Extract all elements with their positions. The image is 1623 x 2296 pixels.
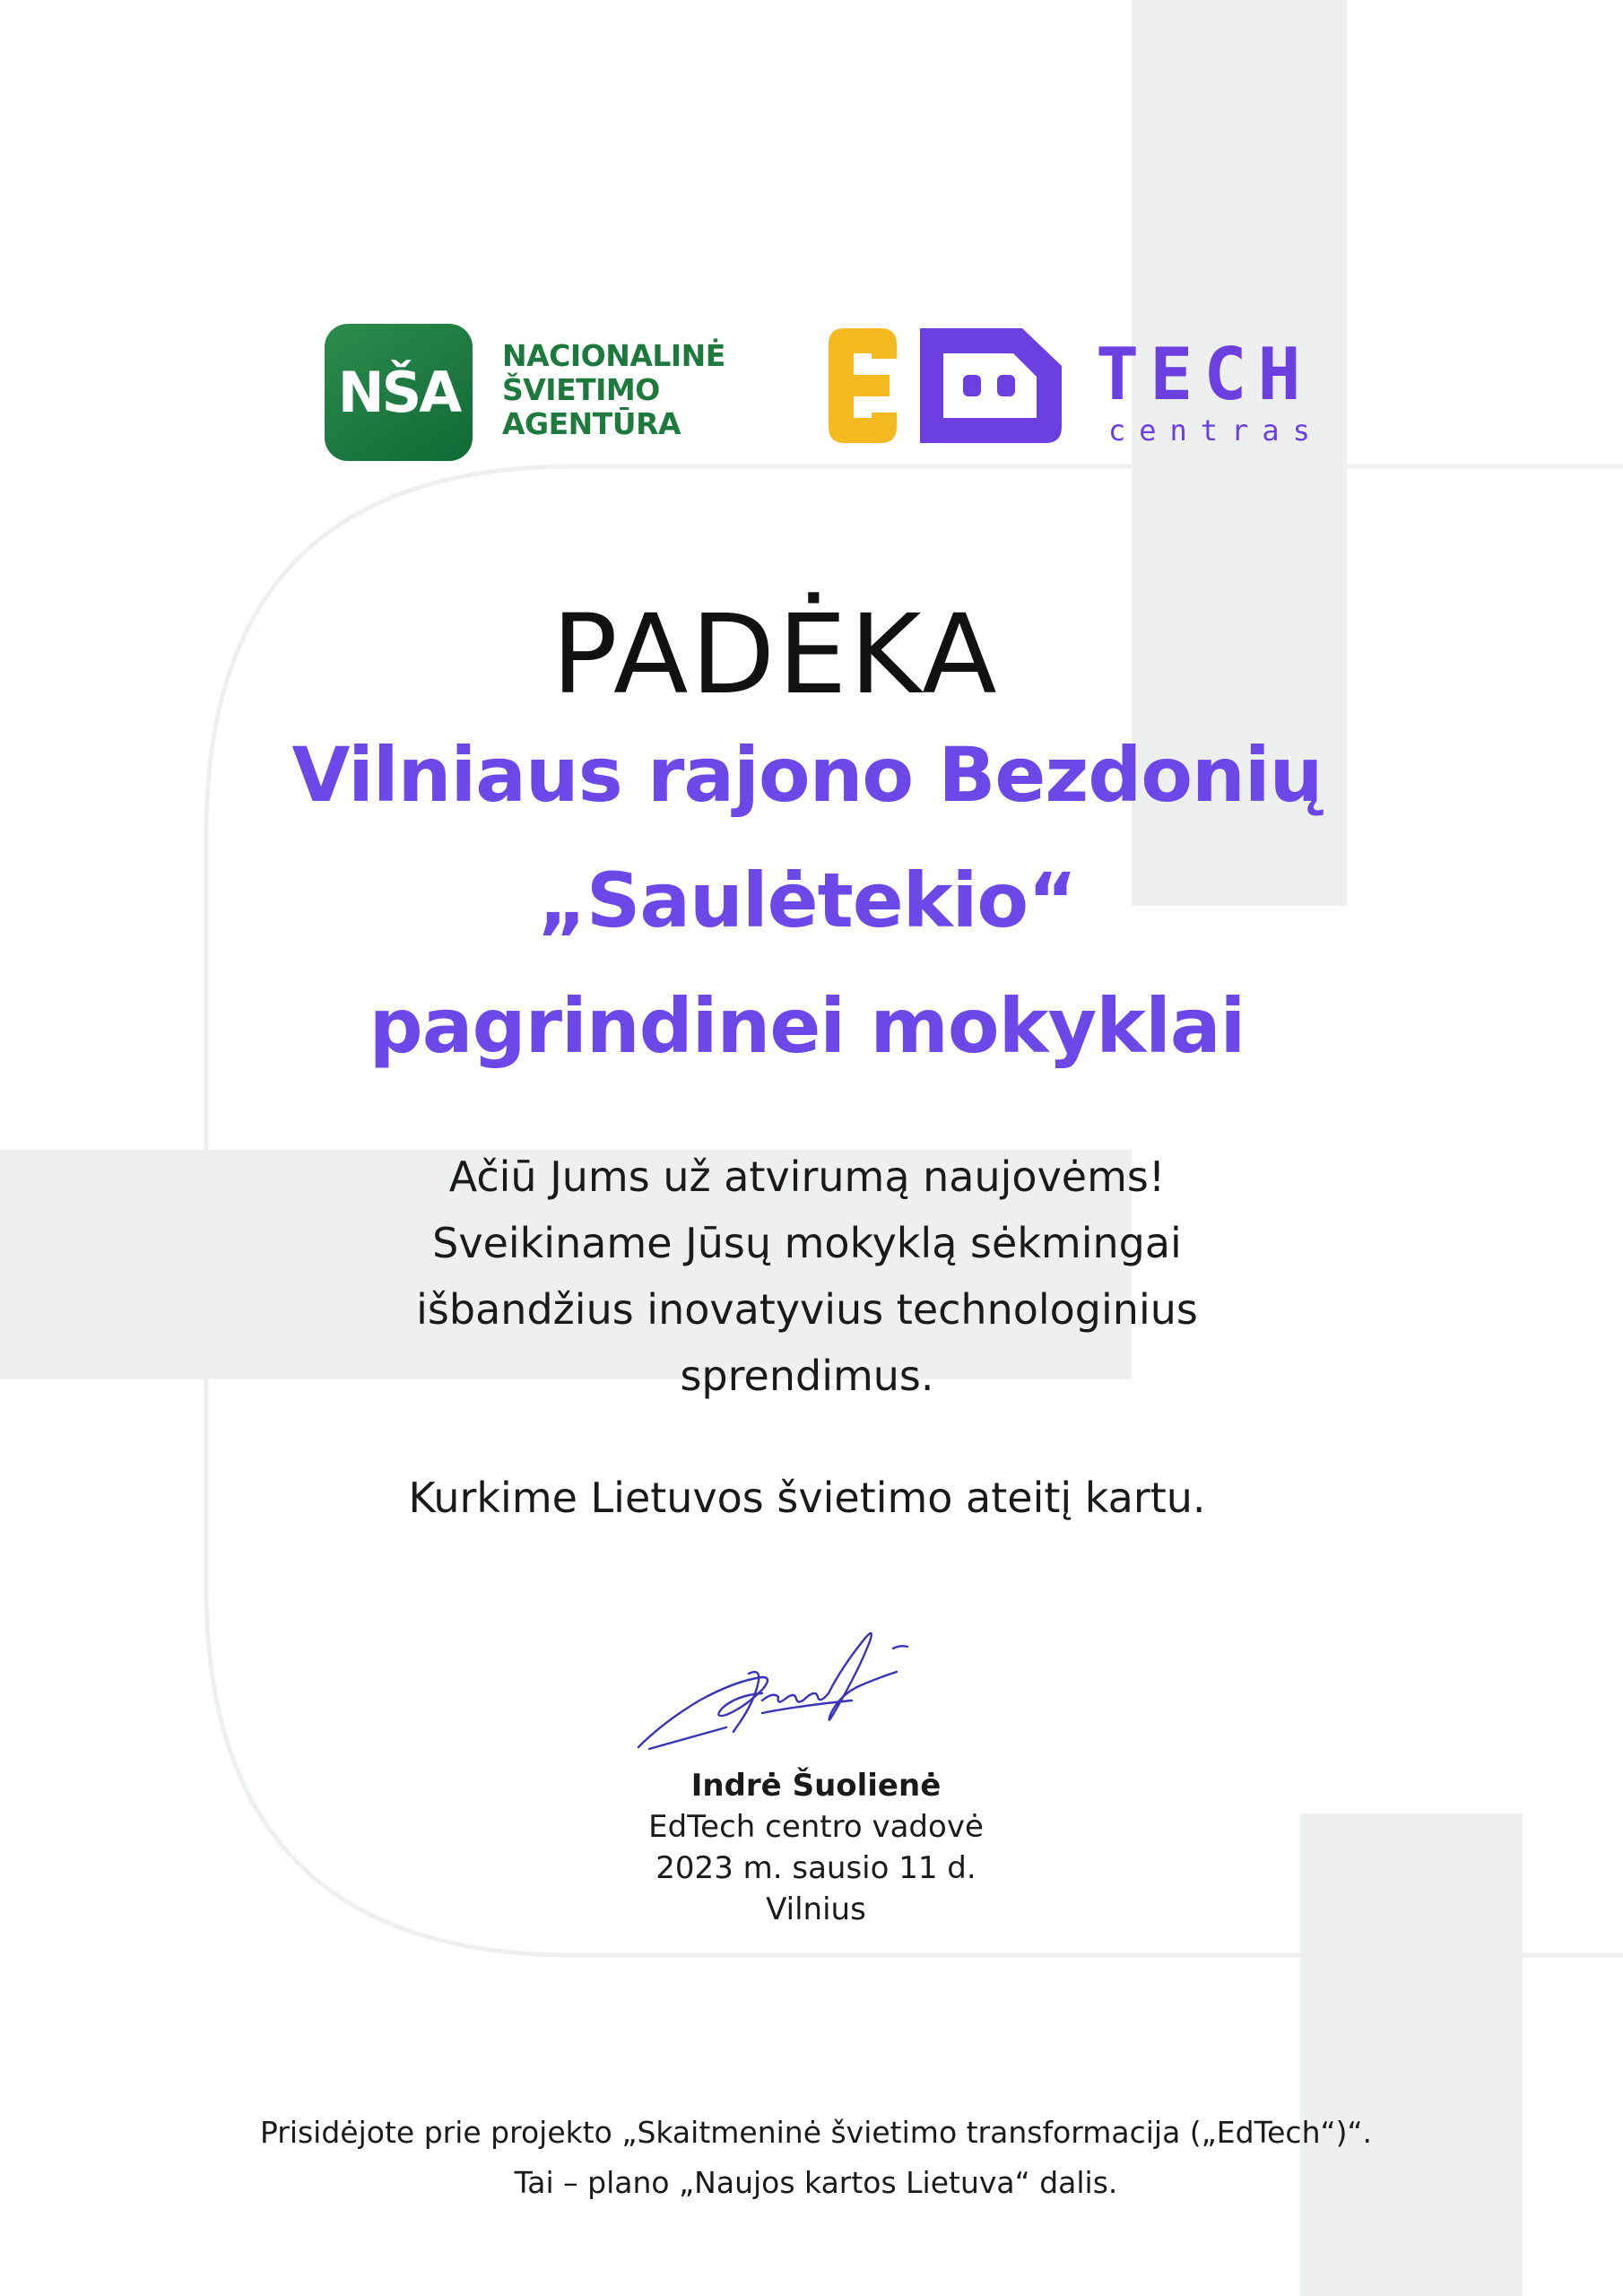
- edtech-logo-centras-text: centras: [1108, 413, 1324, 448]
- nsa-logo-line-2: ŠVIETIMO: [502, 372, 660, 407]
- thank-you-message: [269, 1144, 1345, 1409]
- nsa-logo-line-3: AGENTŪRA: [502, 406, 681, 441]
- nsa-logo-line-1: NACIONALINĖ: [502, 338, 725, 373]
- footer-line-1: Prisidėjote prie projekto „Skaitmeninė švietimo transformacija („EdTech“)“.: [259, 2115, 1373, 2150]
- recipient-line-2: „Saulėtekio“: [537, 857, 1077, 944]
- edtech-ed-icon: [827, 325, 1069, 447]
- message-line-1: Ačiū Jums už atvirumą naujovėms!: [448, 1152, 1166, 1201]
- handwritten-signature: [628, 1614, 933, 1767]
- edtech-logo-tech-text: TECH: [1096, 333, 1312, 416]
- document-title: PADĖKA: [551, 591, 1000, 718]
- signer-name: Indrė Šuolienė: [690, 1768, 942, 1804]
- signer-block: [547, 1765, 1085, 1930]
- nsa-logo-text: [502, 339, 771, 441]
- recipient-line-1: Vilniaus rajono Bezdonių: [291, 731, 1323, 819]
- bg-vertical-bar-bottom: [1300, 1813, 1523, 2296]
- recipient-line-3: pagrindinei mokyklai: [369, 982, 1245, 1070]
- footer-note: [179, 2108, 1453, 2208]
- nsa-logo-badge-text: NŠA: [337, 360, 460, 425]
- closing-line: Kurkime Lietuvos švietimo ateitį kartu.: [408, 1474, 1206, 1522]
- nsa-logo-badge: [325, 324, 473, 461]
- signer-role: EdTech centro vadovė: [648, 1809, 984, 1845]
- message-line-3: išbandžius inovatyvius technologinius: [416, 1285, 1198, 1334]
- signer-date: 2023 m. sausio 11 d.: [655, 1850, 976, 1886]
- message-line-4: sprendimus.: [680, 1352, 934, 1400]
- footer-line-2: Tai – plano „Naujos kartos Lietuva“ dalis.: [514, 2165, 1118, 2200]
- signer-city: Vilnius: [766, 1892, 866, 1927]
- message-line-2: Sveikiname Jūsų mokyklą sėkmingai: [432, 1219, 1182, 1267]
